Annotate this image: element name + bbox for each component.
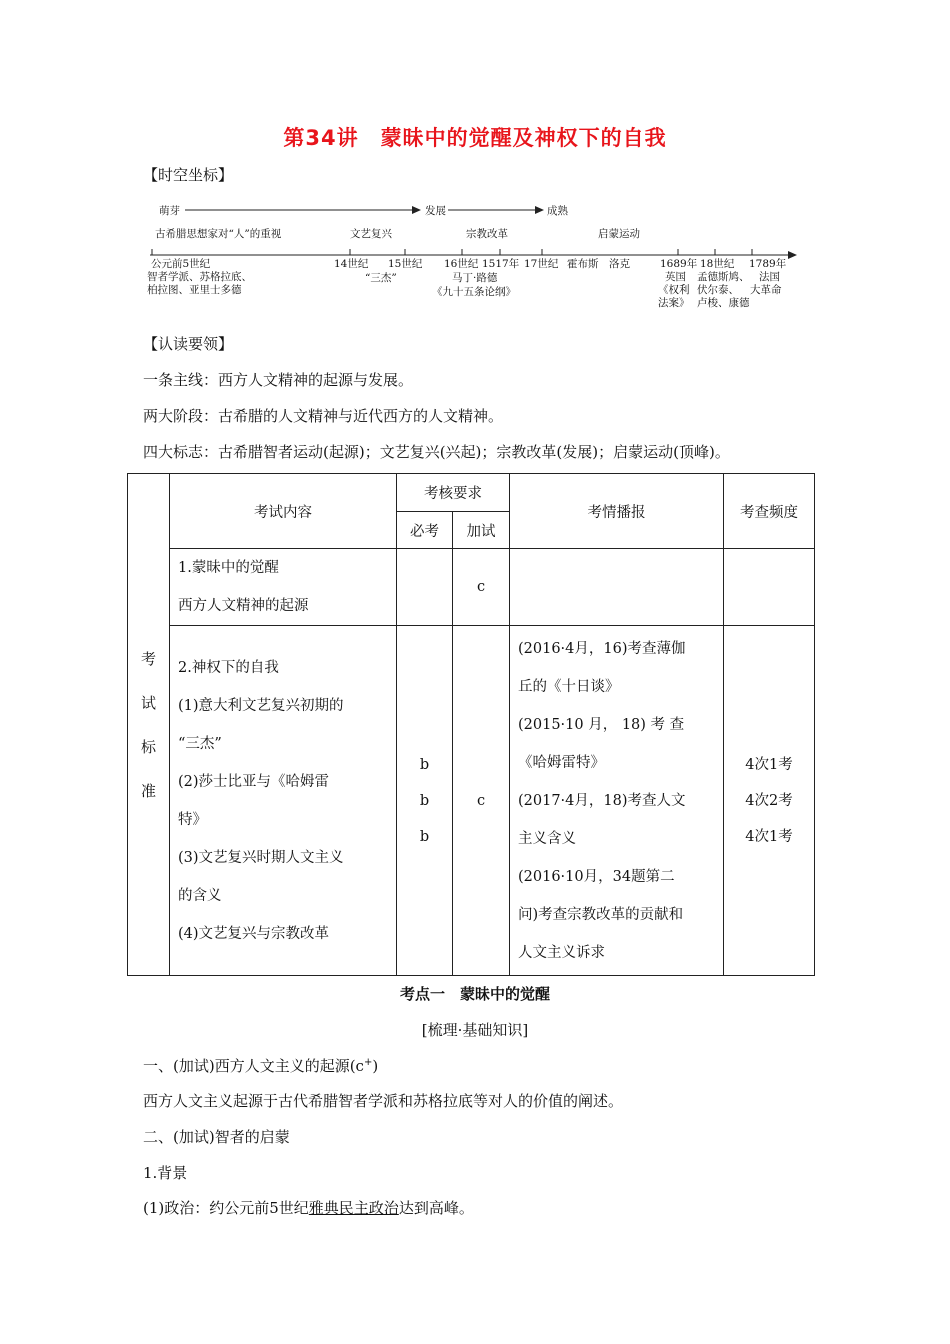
time-18c-note-3: 卢梭、康德 [697,297,750,309]
row2-content-line: 2.神权下的自我 [178,659,279,676]
row2-report-line: (2015·10 月， 18) 考 查 [518,716,685,733]
time-15c: 15世纪 [388,258,423,270]
time-18c: 18世纪 [700,258,735,270]
row2-report-line: (2016·4月，16)考查薄伽 [518,640,686,657]
row-label-char: 标 [140,737,156,756]
row2-report-line: 《哈姆雷特》 [518,754,605,771]
body-paragraph-2-a: (1)政治：约公元前5世纪 [143,1199,309,1217]
row2-content-line: (4)文艺复兴与宗教改革 [178,925,330,942]
header-requirement: 考核要求 [397,474,510,512]
time-1689-note-2: 《权利 [658,284,690,296]
time-bc5-note-2: 柏拉图、亚里士多德 [147,284,242,296]
row-label-char: 试 [140,693,156,712]
time-1789-note-2: 大革命 [750,284,782,296]
time-1789: 1789年 [749,258,787,270]
time-16c: 16世纪 [444,258,479,270]
row1-frequency [724,549,815,626]
body-heading-1-sup: + [363,1057,373,1068]
row2-frequency-value: 4次1考 [745,756,793,773]
time-1689-note-3: 法案》 [658,297,690,309]
row1-extra: c [453,549,510,626]
section-timeline-heading: 【时空坐标】 [143,166,234,184]
label-reformation: 宗教改革 [466,228,508,240]
body-paragraph-2-underlined: 雅典民主政治 [308,1199,399,1217]
body-paragraph-1: 西方人文主义起源于古代希腊智者学派和苏格拉底等对人的价值的阐述。 [143,1092,624,1110]
row2-required-value: b [419,828,430,845]
time-three-masters: “三杰” [365,272,397,284]
stage-mature: 成熟 [547,205,568,217]
row2-extra: c [453,626,510,976]
row1-required [397,549,453,626]
row2-content-line: (1)意大利文艺复兴初期的 [178,697,344,714]
row-label-char: 考 [140,649,156,668]
label-renaissance: 文艺复兴 [350,228,392,240]
row-label-char: 准 [140,781,156,800]
row2-content-line: (2)莎士比亚与《哈姆雷 [178,773,330,790]
body-heading-1-text: 一、(加试)西方人文主义的起源(c [143,1057,364,1075]
key-point-subtitle: [梳理·基础知识] [421,1021,529,1039]
time-1789-note-1: 法国 [759,271,780,283]
page-title: 第34讲 蒙昧中的觉醒及神权下的自我 [283,126,667,150]
header-required: 必考 [397,512,453,549]
header-frequency: 考查频度 [724,474,815,549]
row2-report-line: 丘的《十日谈》 [518,678,620,695]
stage-germ: 萌芽 [159,205,180,217]
time-bc5: 公元前5世纪 [151,258,211,270]
row2-report-line: (2016·10月，34题第二 [518,868,675,885]
row2-report-line: 人文主义诉求 [518,944,605,961]
row2-content-line: 特》 [178,811,207,828]
exam-standards-table [127,473,815,976]
row2-frequency-value: 4次1考 [745,828,793,845]
row1-content-line: 西方人文精神的起源 [178,598,309,614]
row-label-cell [128,474,170,976]
body-heading-3: 1.背景 [143,1164,188,1182]
body-heading-1-end: ) [372,1057,379,1075]
time-18c-note-1: 孟德斯鸠、 [697,271,750,283]
reading-line-1: 一条主线：西方人文精神的起源与发展。 [143,371,414,389]
stage-develop: 发展 [425,205,446,217]
label-enlightenment: 启蒙运动 [598,228,640,240]
body-paragraph-2 [143,1197,474,1218]
row2-report [510,626,724,976]
time-95-theses: 《九十五条论纲》 [432,286,516,298]
row2-report-line: 主义含义 [518,830,576,847]
time-17c: 17世纪 [524,258,559,270]
key-point-title: 考点一 蒙昧中的觉醒 [399,985,550,1003]
body-heading-1 [143,1055,378,1076]
body-paragraph-2-b: 达到高峰。 [398,1199,474,1217]
row2-required-value: b [419,792,430,809]
reading-line-2: 两大阶段：古希腊的人文精神与近代西方的人文精神。 [143,407,504,425]
row2-required [397,626,453,976]
time-17c-note: 霍布斯 洛克 [567,258,630,270]
row1-report [510,549,724,626]
row2-content [170,626,397,976]
time-18c-note-2: 伏尔泰、 [697,284,739,296]
row2-report-line: (2017·4月，18)考查人文 [518,792,686,809]
row2-content-line: “三杰” [178,735,222,752]
row2-content-line: 的含义 [178,887,222,904]
row2-required-value: b [419,756,430,773]
header-extra: 加试 [453,512,510,549]
reading-line-3: 四大标志：古希腊智者运动(起源)；文艺复兴(兴起)；宗教改革(发展)；启蒙运动(顶峰)。 [143,443,730,461]
row2-frequency [724,626,815,976]
row2-content-line: (3)文艺复兴时期人文主义 [178,849,344,866]
time-luther: 马丁·路德 [452,272,498,284]
time-1689-note-1: 英国 [665,271,686,283]
header-exam-content: 考试内容 [170,474,397,549]
header-report: 考情播报 [510,474,724,549]
row2-frequency-value: 4次2考 [745,792,793,809]
row1-content-line: 1.蒙昧中的觉醒 [178,560,279,576]
time-1517: 1517年 [482,258,520,270]
label-greek: 古希腊思想家对“人”的重视 [155,228,282,240]
row1-content [170,549,397,626]
time-bc5-note-1: 智者学派、苏格拉底、 [147,271,252,283]
section-reading-heading: 【认读要领】 [143,335,234,353]
row2-report-line: 问)考查宗教改革的贡献和 [518,906,684,923]
time-14c: 14世纪 [334,258,369,270]
body-heading-2: 二、(加试)智者的启蒙 [143,1128,290,1146]
time-1689: 1689年 [660,258,698,270]
